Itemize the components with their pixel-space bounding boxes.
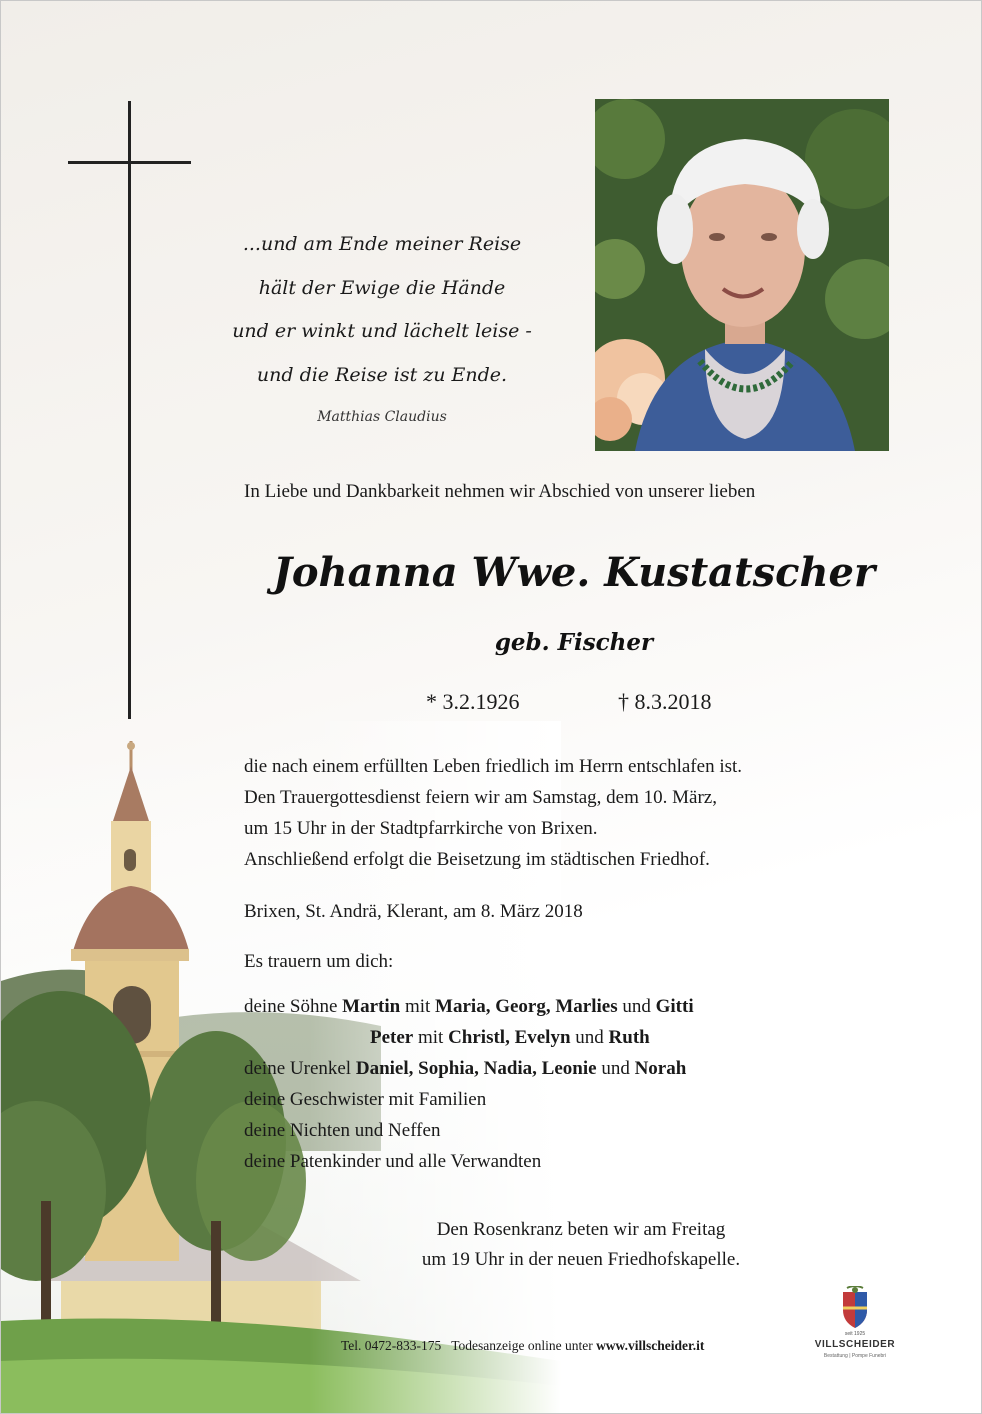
footer-phone: Tel. 0472-833-175 xyxy=(341,1338,442,1353)
rosary-notice xyxy=(381,1215,781,1275)
rosary-line: Den Rosenkranz beten wir am Freitag xyxy=(436,1219,726,1240)
death-date: † 8.3.2018 xyxy=(618,689,712,714)
place-date: Brixen, St. Andrä, Klerant, am 8. März 2018 xyxy=(244,901,583,922)
villscheider-logo xyxy=(813,1286,897,1376)
mourners-godchildren-line: deine Patenkinder und alle Verwandten xyxy=(244,1151,542,1172)
crest-icon xyxy=(835,1286,875,1330)
quote xyxy=(223,223,541,397)
logo-name: VILLSCHEIDER xyxy=(814,1339,896,1350)
quote-line: und er winkt und lächelt leise - xyxy=(232,320,532,342)
announcement xyxy=(244,751,742,875)
footer-online-text: Todesanzeige online unter xyxy=(451,1338,593,1353)
cross-bar xyxy=(68,161,191,164)
birth-date: * 3.2.1926 xyxy=(426,689,520,714)
logo-subtitle: Bestattung | Pompe Funebri xyxy=(823,1353,887,1359)
portrait-photo xyxy=(595,99,889,451)
quote-line: hält der Ewige die Hände xyxy=(258,276,506,299)
mourners-nieces-line: deine Nichten und Neffen xyxy=(244,1120,441,1141)
announcement-line: Den Trauergottesdienst feiern wir am Samstag, dem 10. März, xyxy=(244,787,717,808)
rosary-line: um 19 Uhr in der neuen Friedhofskapelle. xyxy=(421,1249,741,1270)
announcement-line: um 15 Uhr in der Stadtpfarrkirche von Brixen. xyxy=(244,818,598,839)
intro-text: In Liebe und Dankbarkeit nehmen wir Abschied von unserer lieben xyxy=(244,481,756,502)
mourners-son-line: Peter mit Christl, Evelyn und Ruth xyxy=(370,1027,650,1048)
deceased-name: Johanna Wwe. Kustatscher xyxy=(272,549,876,596)
logo-since: seit 1925 xyxy=(844,1331,866,1337)
mourners-greatgrand-line: deine Urenkel Daniel, Sophia, Nadia, Leonie und Norah xyxy=(244,1058,687,1079)
quote-author: Matthias Claudius xyxy=(317,409,447,425)
quote-line: und die Reise ist zu Ende. xyxy=(256,363,508,386)
cross-icon xyxy=(128,101,131,719)
mourners-list xyxy=(244,991,694,1177)
footer xyxy=(341,1338,704,1354)
mourners-siblings-line: deine Geschwister mit Familien xyxy=(244,1089,487,1110)
mourners-intro: Es trauern um dich: xyxy=(244,951,394,972)
announcement-line: Anschließend erfolgt die Beisetzung im städtischen Friedhof. xyxy=(244,849,710,870)
mourners-sons-line: deine Söhne Martin mit Maria, Georg, Marlies und Gitti xyxy=(244,996,694,1017)
footer-website-link[interactable]: www.villscheider.it xyxy=(596,1338,705,1353)
quote-line: ...und am Ende meiner Reise xyxy=(242,233,522,255)
announcement-line: die nach einem erfüllten Leben friedlich im Herrn entschlafen ist. xyxy=(244,756,743,777)
maiden-name: geb. Fischer xyxy=(494,629,654,656)
